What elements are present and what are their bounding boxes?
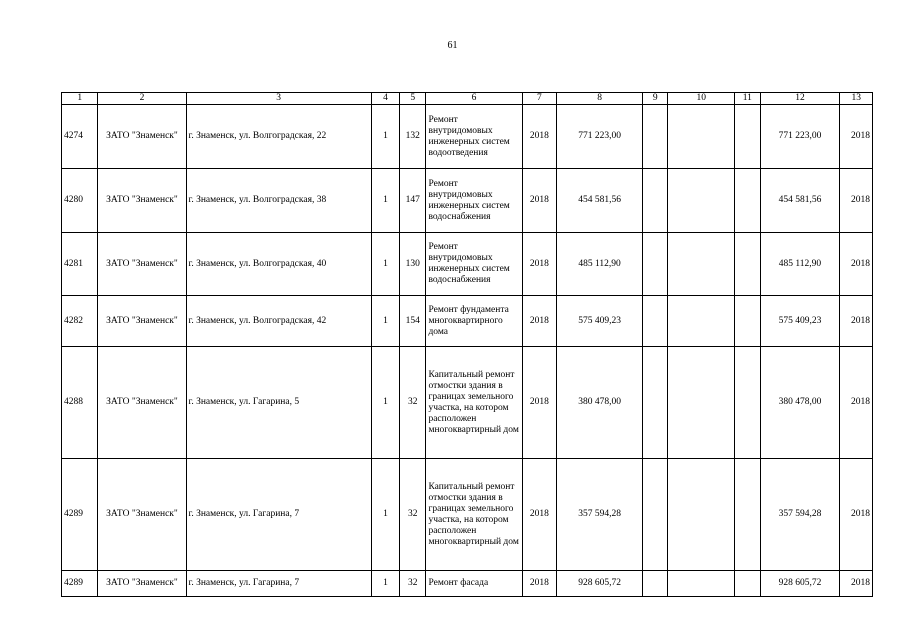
end-year-cell: 2018	[840, 347, 873, 459]
row-id-cell: 4288	[62, 347, 98, 459]
row-id-cell: 4281	[62, 233, 98, 296]
column-header: 13	[840, 93, 873, 105]
total-cell: 454 581,56	[760, 169, 840, 233]
col9-cell	[643, 233, 668, 296]
municipality-cell: ЗАТО "Знаменск"	[98, 233, 186, 296]
address-cell: г. Знаменск, ул. Волгоградская, 40	[186, 233, 371, 296]
col4-cell: 1	[371, 571, 399, 597]
work-type-cell: Капитальный ремонт отмостки здания в границах земельного участка, на котором расположен многоквартирный дом	[426, 347, 522, 459]
table-row	[62, 105, 873, 169]
municipality-cell: ЗАТО "Знаменск"	[98, 347, 186, 459]
col4-cell: 1	[371, 347, 399, 459]
column-header: 7	[522, 93, 556, 105]
address-cell: г. Знаменск, ул. Гагарина, 7	[186, 459, 371, 571]
row-id-cell: 4282	[62, 296, 98, 347]
table-row	[62, 296, 873, 347]
column-header: 3	[186, 93, 371, 105]
address-cell: г. Знаменск, ул. Волгоградская, 22	[186, 105, 371, 169]
col9-cell	[643, 459, 668, 571]
work-type-cell: Капитальный ремонт отмостки здания в границах земельного участка, на котором расположен многоквартирный дом	[426, 459, 522, 571]
capital-repair-table	[61, 92, 873, 597]
col9-cell	[643, 105, 668, 169]
year-cell: 2018	[522, 105, 556, 169]
column-header: 4	[371, 93, 399, 105]
column-header: 8	[557, 93, 643, 105]
cost-cell: 928 605,72	[557, 571, 643, 597]
table-row	[62, 233, 873, 296]
work-type-cell: Ремонт внутридомовых инженерных систем водоснабжения	[426, 233, 522, 296]
col9-cell	[643, 169, 668, 233]
page-number: 61	[447, 40, 458, 51]
total-cell: 575 409,23	[760, 296, 840, 347]
end-year-cell: 2018	[840, 571, 873, 597]
col5-cell: 130	[400, 233, 426, 296]
table-header-row	[62, 93, 873, 105]
col5-cell: 32	[400, 571, 426, 597]
col4-cell: 1	[371, 296, 399, 347]
row-id-cell: 4289	[62, 571, 98, 597]
total-cell: 357 594,28	[760, 459, 840, 571]
col10-cell	[668, 296, 735, 347]
municipality-cell: ЗАТО "Знаменск"	[98, 105, 186, 169]
year-cell: 2018	[522, 169, 556, 233]
end-year-cell: 2018	[840, 459, 873, 571]
col5-cell: 32	[400, 347, 426, 459]
end-year-cell: 2018	[840, 169, 873, 233]
end-year-cell: 2018	[840, 296, 873, 347]
col11-cell	[735, 233, 760, 296]
work-type-cell: Ремонт фасада	[426, 571, 522, 597]
col5-cell: 147	[400, 169, 426, 233]
year-cell: 2018	[522, 233, 556, 296]
col4-cell: 1	[371, 233, 399, 296]
row-id-cell: 4289	[62, 459, 98, 571]
table-row	[62, 571, 873, 597]
total-cell: 928 605,72	[760, 571, 840, 597]
address-cell: г. Знаменск, ул. Гагарина, 7	[186, 571, 371, 597]
year-cell: 2018	[522, 459, 556, 571]
cost-cell: 454 581,56	[557, 169, 643, 233]
address-cell: г. Знаменск, ул. Гагарина, 5	[186, 347, 371, 459]
work-type-cell: Ремонт фундамента многоквартирного дома	[426, 296, 522, 347]
table-row	[62, 169, 873, 233]
address-cell: г. Знаменск, ул. Волгоградская, 38	[186, 169, 371, 233]
cost-cell: 357 594,28	[557, 459, 643, 571]
col4-cell: 1	[371, 169, 399, 233]
year-cell: 2018	[522, 571, 556, 597]
row-id-cell: 4280	[62, 169, 98, 233]
work-type-cell: Ремонт внутридомовых инженерных систем водоотведения	[426, 105, 522, 169]
col10-cell	[668, 347, 735, 459]
col10-cell	[668, 233, 735, 296]
municipality-cell: ЗАТО "Знаменск"	[98, 296, 186, 347]
cost-cell: 575 409,23	[557, 296, 643, 347]
column-header: 1	[62, 93, 98, 105]
col9-cell	[643, 571, 668, 597]
column-header: 6	[426, 93, 522, 105]
col4-cell: 1	[371, 105, 399, 169]
col11-cell	[735, 571, 760, 597]
col5-cell: 154	[400, 296, 426, 347]
total-cell: 380 478,00	[760, 347, 840, 459]
col10-cell	[668, 169, 735, 233]
column-header: 9	[643, 93, 668, 105]
col10-cell	[668, 571, 735, 597]
total-cell: 771 223,00	[760, 105, 840, 169]
col10-cell	[668, 459, 735, 571]
column-header: 5	[400, 93, 426, 105]
column-header: 12	[760, 93, 840, 105]
col9-cell	[643, 296, 668, 347]
col4-cell: 1	[371, 459, 399, 571]
municipality-cell: ЗАТО "Знаменск"	[98, 459, 186, 571]
column-header: 2	[98, 93, 186, 105]
table-row	[62, 347, 873, 459]
year-cell: 2018	[522, 347, 556, 459]
address-cell: г. Знаменск, ул. Волгоградская, 42	[186, 296, 371, 347]
municipality-cell: ЗАТО "Знаменск"	[98, 571, 186, 597]
municipality-cell: ЗАТО "Знаменск"	[98, 169, 186, 233]
col9-cell	[643, 347, 668, 459]
col11-cell	[735, 459, 760, 571]
column-header: 10	[668, 93, 735, 105]
col11-cell	[735, 296, 760, 347]
col5-cell: 132	[400, 105, 426, 169]
table-row	[62, 459, 873, 571]
cost-cell: 380 478,00	[557, 347, 643, 459]
year-cell: 2018	[522, 296, 556, 347]
end-year-cell: 2018	[840, 233, 873, 296]
col11-cell	[735, 169, 760, 233]
total-cell: 485 112,90	[760, 233, 840, 296]
cost-cell: 485 112,90	[557, 233, 643, 296]
work-type-cell: Ремонт внутридомовых инженерных систем водоснабжения	[426, 169, 522, 233]
col5-cell: 32	[400, 459, 426, 571]
column-header: 11	[735, 93, 760, 105]
cost-cell: 771 223,00	[557, 105, 643, 169]
end-year-cell: 2018	[840, 105, 873, 169]
col11-cell	[735, 347, 760, 459]
col10-cell	[668, 105, 735, 169]
row-id-cell: 4274	[62, 105, 98, 169]
col11-cell	[735, 105, 760, 169]
